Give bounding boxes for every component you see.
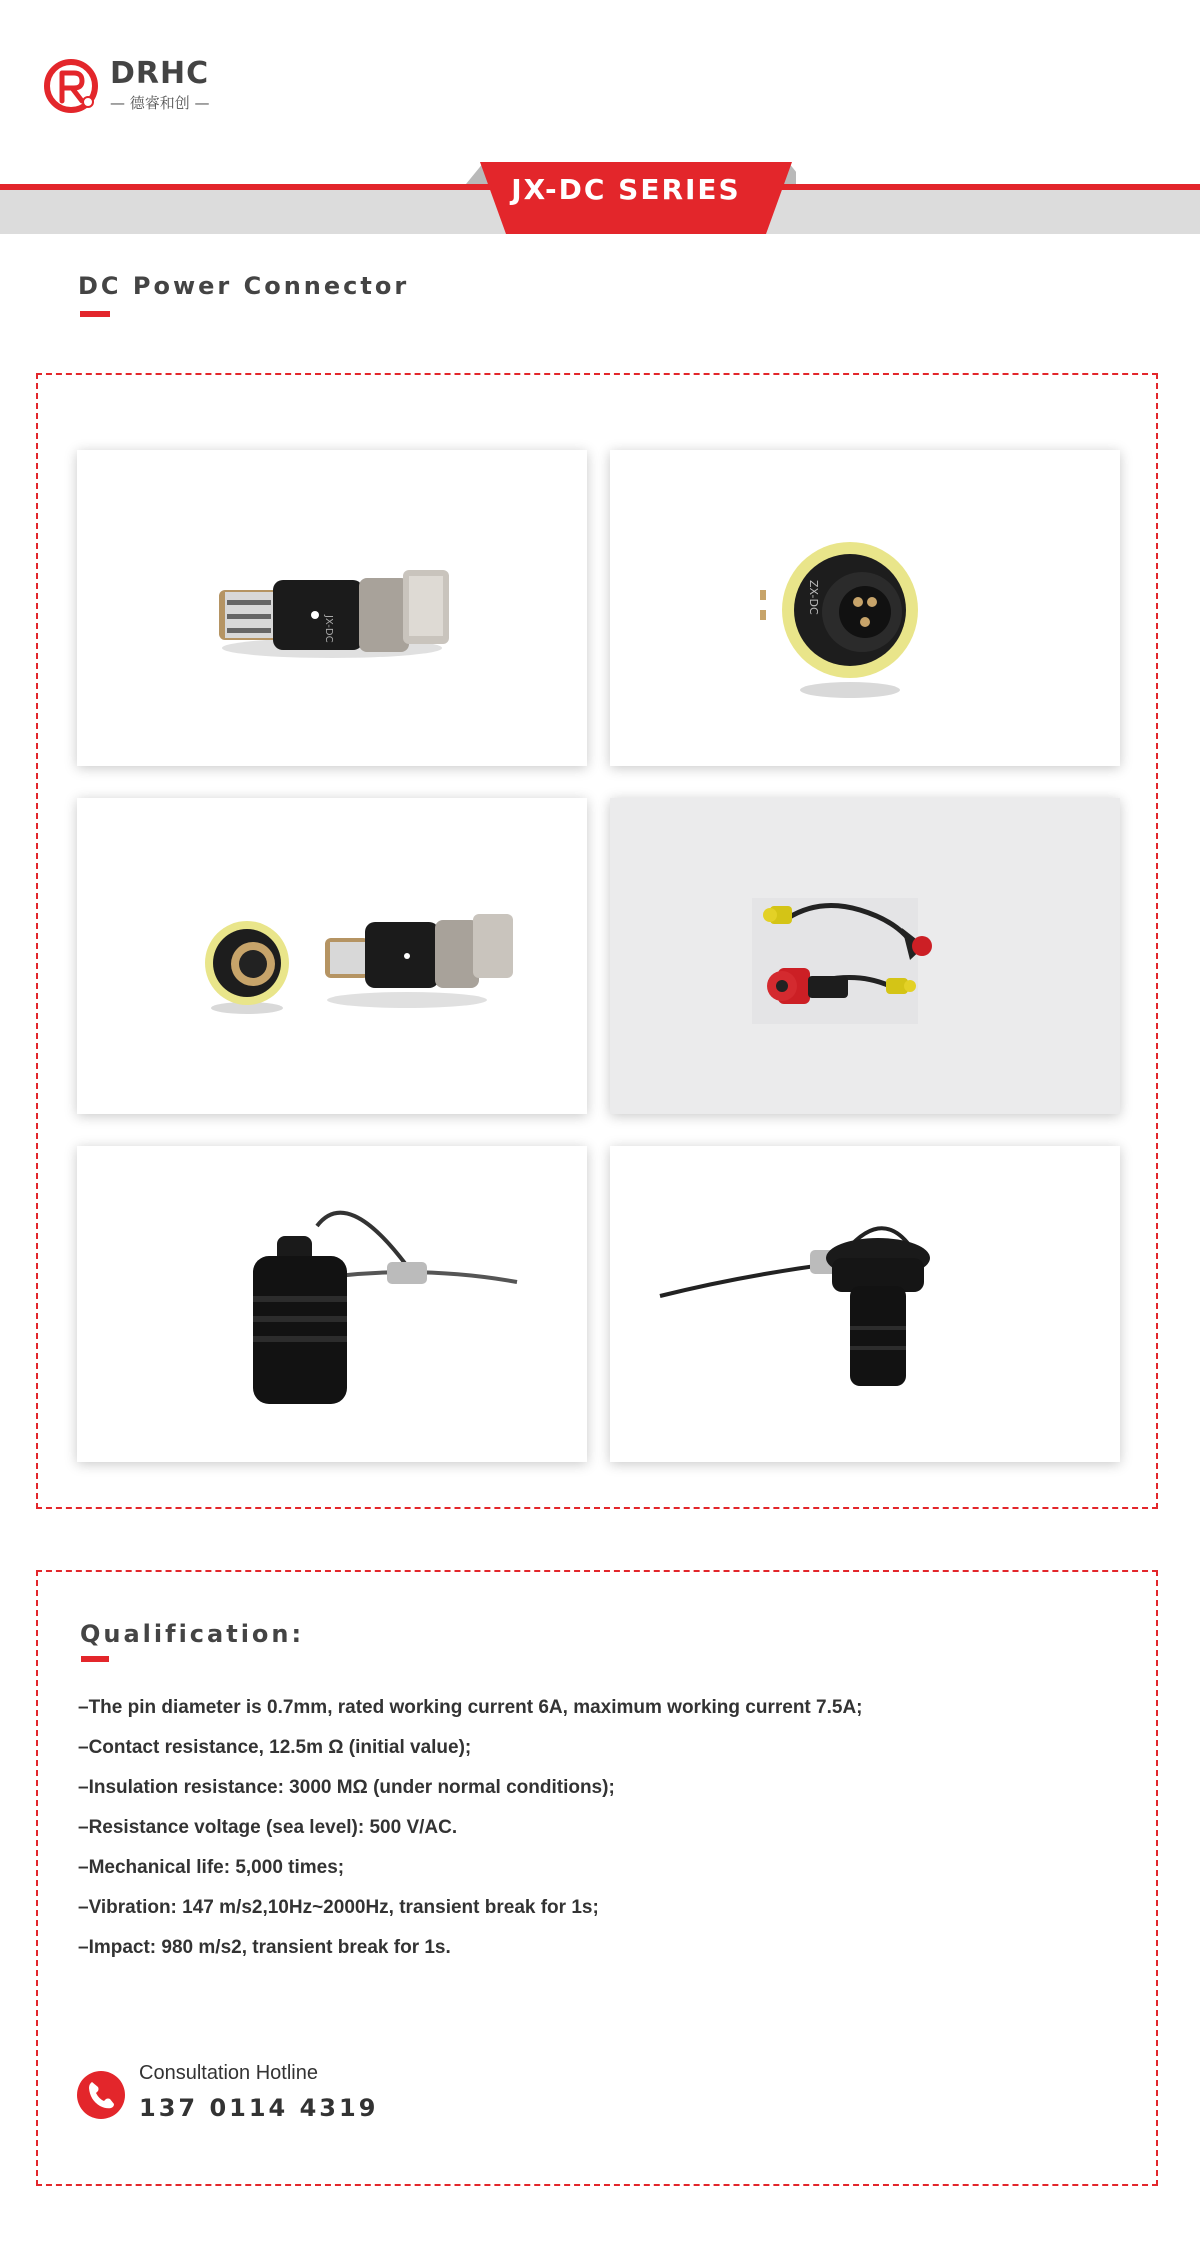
brand-subtitle: — 德睿和创 —: [110, 94, 210, 112]
gallery-image-plug: [77, 450, 587, 766]
phone-icon: [76, 2070, 126, 2120]
gallery-image-pair: [77, 798, 587, 1114]
qualification-item: –Insulation resistance: 3000 MΩ (under normal conditions);: [78, 1777, 615, 1798]
hotline-number[interactable]: 137 0114 4319: [139, 2094, 379, 2122]
qualification-item: –Contact resistance, 12.5m Ω (initial value);: [78, 1737, 472, 1758]
hotline-label: Consultation Hotline: [139, 2062, 318, 2084]
gallery-image-socket: [610, 450, 1120, 766]
gallery-image-cable: [610, 798, 1120, 1114]
brand-name: DRHC: [110, 56, 210, 91]
qualification-item: –Impact: 980 m/s2, transient break for 1s.: [78, 1937, 451, 1958]
qualification-item: –The pin diameter is 0.7mm, rated working current 6A, maximum working current 7.5A;: [78, 1697, 863, 1718]
qualification-item: –Vibration: 147 m/s2,10Hz~2000Hz, transient break for 1s;: [78, 1897, 599, 1918]
svg-text:JX-DC: JX-DC: [323, 615, 334, 643]
receptacle-cap-illustration: [610, 1146, 1120, 1462]
connector-plug-illustration: [77, 450, 587, 766]
qualification-item: –Resistance voltage (sea level): 500 V/AC.: [78, 1817, 458, 1838]
gallery-image-dust-cap: [77, 1146, 587, 1462]
qualification-title: Qualification:: [80, 1620, 305, 1648]
dust-cap-illustration: [77, 1146, 587, 1462]
qualification-list: [78, 1692, 1138, 1972]
panel-socket-illustration: [610, 450, 1120, 766]
product-title-underline: [80, 311, 110, 317]
svg-text:ZX-DC: ZX-DC: [807, 580, 820, 615]
gallery-image-receptacle-cap: [610, 1146, 1120, 1462]
cable-assembly-illustration: [610, 798, 1120, 1114]
series-title: JX-DC SERIES: [511, 173, 741, 206]
product-title: DC Power Connector: [78, 272, 410, 300]
socket-plug-pair-illustration: [77, 798, 587, 1114]
brand-logo: [44, 57, 210, 115]
qualification-title-underline: [81, 1656, 109, 1662]
brand-logo-icon: [44, 57, 102, 115]
qualification-item: –Mechanical life: 5,000 times;: [78, 1857, 345, 1878]
